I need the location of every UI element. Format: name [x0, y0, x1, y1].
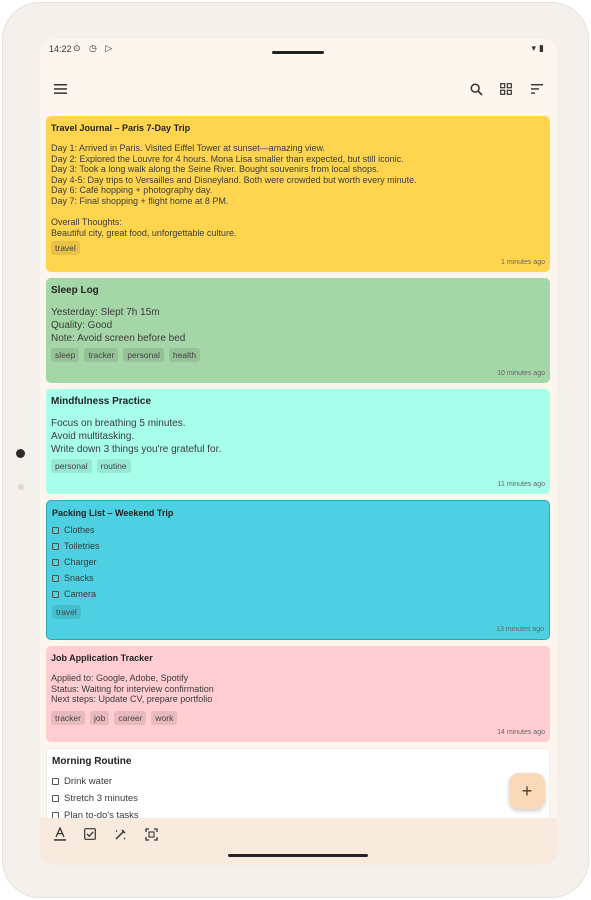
checkbox-icon[interactable] — [52, 575, 59, 582]
checklist-item-label: Toiletries — [64, 541, 100, 551]
plus-icon: + — [521, 780, 533, 801]
note-title: Travel Journal – Paris 7-Day Trip — [51, 123, 191, 133]
note-timestamp: 14 minutes ago — [497, 729, 545, 736]
checkbox-icon[interactable] — [52, 591, 59, 598]
checkbox-icon[interactable] — [52, 795, 59, 802]
checkbox-icon[interactable] — [82, 826, 98, 842]
grid-view-icon[interactable] — [494, 77, 518, 101]
tag-chip[interactable]: sleep — [51, 348, 79, 362]
tag-chip[interactable]: job — [90, 711, 109, 725]
add-note-button[interactable] — [509, 773, 545, 809]
camera-dot — [16, 449, 25, 458]
note-title: Job Application Tracker — [51, 653, 153, 663]
checklist-item-label: Camera — [64, 589, 97, 599]
checklist — [52, 773, 544, 818]
note-title: Packing List – Weekend Trip — [52, 508, 174, 518]
note-tags — [51, 348, 545, 362]
sort-icon[interactable] — [525, 77, 549, 101]
note-timestamp: 11 minutes ago — [497, 481, 545, 488]
note-card-packing-list[interactable] — [46, 500, 550, 640]
notes-list[interactable] — [46, 116, 550, 818]
tag-chip[interactable]: work — [151, 711, 177, 725]
note-body: Day 1: Arrived in Paris. Visited Eiffel Tower at sunset—amazing view. Day 2: Explored the Louvre for 4 hours. Mona Lisa smaller than expected, but still iconic. Day 3: Took a long walk along the Seine River. Bought souvenirs from local shops. Day 4-5: Day trips to Versailles and Disneyland. Both were crowded but worth every minute. Day 6: Café hopping + photography day. Day 7: Final shopping + flight home at 8 PM. Overall Thoughts: Beautiful city, great food, unforgettable culture. — [51, 143, 417, 238]
checklist-item[interactable] — [52, 538, 544, 554]
app-screen — [40, 39, 557, 865]
checklist-item-label: Plan to-do's tasks — [64, 810, 139, 818]
tag-chip[interactable]: health — [169, 348, 200, 362]
note-title: Morning Routine — [52, 756, 132, 767]
tag-chip[interactable]: routine — [97, 459, 131, 473]
checklist — [52, 522, 544, 602]
checkbox-icon[interactable] — [52, 778, 59, 785]
tablet-frame — [2, 2, 589, 898]
hamburger-menu-icon[interactable] — [48, 77, 72, 101]
tag-chip[interactable]: personal — [123, 348, 164, 362]
image-scan-icon[interactable] — [143, 826, 159, 842]
brush-icon[interactable] — [112, 826, 128, 842]
note-card-sleep-log[interactable] — [46, 278, 550, 383]
note-body: Yesterday: Slept 7h 15m Quality: Good Note: Avoid screen before bed — [51, 307, 186, 344]
note-body: Applied to: Google, Adobe, Spotify Status: Waiting for interview confirmation Next steps: Update CV, prepare portfolio — [51, 673, 214, 705]
note-tags — [51, 459, 545, 473]
checklist-item[interactable] — [52, 790, 544, 807]
note-card-mindfulness[interactable] — [46, 389, 550, 494]
checkbox-icon[interactable] — [52, 559, 59, 566]
checklist-item[interactable] — [52, 554, 544, 570]
app-bar — [40, 69, 557, 109]
checklist-item[interactable] — [52, 522, 544, 538]
search-icon[interactable] — [464, 77, 488, 101]
note-title: Mindfulness Practice — [51, 396, 152, 407]
tag-chip[interactable]: tracker — [51, 711, 85, 725]
checklist-item[interactable] — [52, 807, 544, 818]
checklist-item[interactable] — [52, 586, 544, 602]
tag-chip[interactable]: travel — [52, 605, 81, 619]
checklist-item[interactable] — [52, 570, 544, 586]
tag-chip[interactable]: personal — [51, 459, 92, 473]
status-notification-icons: ⊙ ◷ ▷ — [73, 43, 116, 53]
checklist-item-label: Stretch 3 minutes — [64, 793, 138, 804]
checklist-item-label: Snacks — [64, 573, 94, 583]
note-card-job-tracker[interactable] — [46, 646, 550, 742]
note-tags — [51, 711, 545, 725]
top-handle — [272, 51, 324, 54]
checklist-item-label: Drink water — [64, 776, 113, 787]
note-title: Sleep Log — [51, 285, 99, 296]
status-bar — [40, 39, 557, 59]
note-timestamp: 10 minutes ago — [497, 370, 545, 377]
checkbox-icon[interactable] — [52, 527, 59, 534]
status-right-icons — [532, 43, 547, 54]
battery-icon: ▮ — [539, 43, 547, 53]
sensor-dot — [18, 484, 24, 490]
bottom-toolbar — [40, 818, 557, 865]
note-card-morning-routine[interactable] — [46, 748, 550, 818]
wifi-icon: ▾ — [531, 43, 540, 53]
checkbox-icon[interactable] — [52, 543, 59, 550]
text-format-icon[interactable] — [52, 826, 68, 842]
note-timestamp: 13 minutes ago — [496, 626, 544, 633]
tag-chip[interactable]: travel — [51, 241, 80, 255]
tag-chip[interactable]: tracker — [84, 348, 118, 362]
note-timestamp: 1 minutes ago — [501, 259, 545, 266]
note-tags — [52, 605, 544, 619]
note-body: Focus on breathing 5 minutes. Avoid multitasking. Write down 3 things you're grateful for. — [51, 418, 222, 455]
checklist-item[interactable] — [52, 773, 544, 790]
note-card-travel-journal[interactable] — [46, 116, 550, 272]
status-time: 14:22 — [49, 44, 72, 54]
home-indicator — [228, 854, 368, 857]
tag-chip[interactable]: career — [114, 711, 146, 725]
checklist-item-label: Clothes — [64, 525, 95, 535]
note-tags — [51, 241, 545, 255]
checklist-item-label: Charger — [64, 557, 97, 567]
